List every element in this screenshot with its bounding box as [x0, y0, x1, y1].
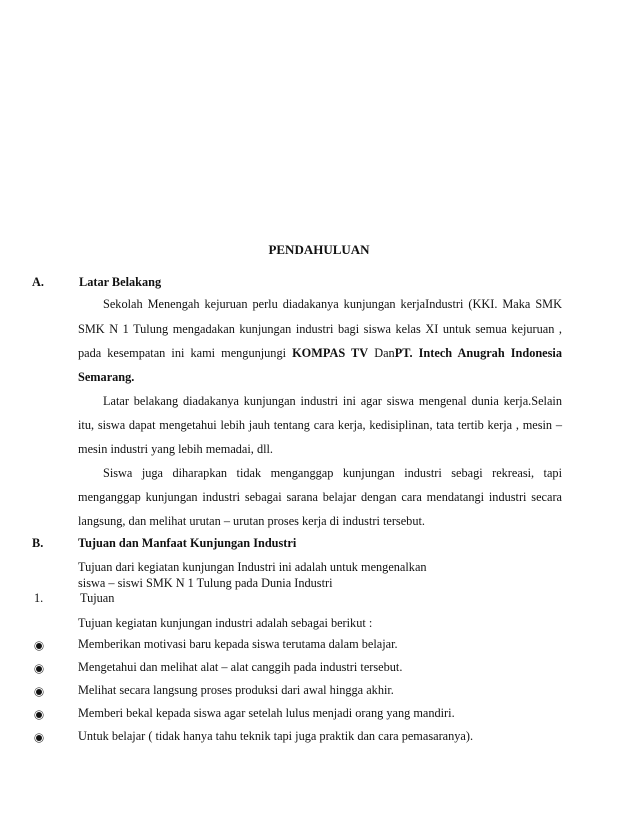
bold-company-kompas: KOMPAS TV — [292, 346, 369, 360]
paragraph-line-mixed — [78, 346, 562, 361]
list-item: Memberikan motivasi baru kepada siswa terutama dalam belajar. — [78, 637, 398, 651]
page-title — [0, 242, 638, 258]
paragraph-line: Latar belakang diadakanya kunjungan industri ini agar siswa mengenal dunia kerja.Selain — [103, 394, 562, 408]
bullet-dot-icon — [36, 735, 42, 741]
bullet-dot-icon — [36, 712, 42, 718]
list-item: Melihat secara langsung proses produksi dari awal hingga akhir. — [78, 683, 394, 697]
paragraph-line: mesin industri yang lebih memadai, dll. — [78, 442, 274, 456]
list-intro: Tujuan kegiatan kunjungan industri adalah sebagai berikut : — [78, 616, 373, 630]
list-item: Mengetahui dan melihat alat – alat canggih pada industri tersebut. — [78, 660, 403, 674]
paragraph-line: Sekolah Menengah kejuruan perlu diadakanya kunjungan kerjaIndustri (KKI. Maka SMK — [103, 297, 562, 311]
bullet-dot-icon — [36, 643, 42, 649]
bullet-dot-icon — [36, 689, 42, 695]
paragraph-line: menganggap kunjungan industri sebagai sarana belajar dengan cara mendatangi industri secara — [78, 490, 562, 504]
paragraph-line: SMK N 1 Tulung mengadakan kunjungan industri bagi siswa kelas XI untuk semua kejuruan , — [78, 322, 562, 336]
paragraph-line: Siswa juga diharapkan tidak menganggap kunjungan industri sebagi rekreasi, tapi — [103, 466, 562, 480]
subsection-number: 1. — [34, 591, 44, 605]
section-b-letter: B. — [32, 536, 44, 550]
section-a-heading: Latar Belakang — [79, 275, 162, 289]
paragraph-line: itu, siswa dapat mengetahui lebih jauh tentang cara kerja, kedisiplinan, tata tertib kerja , mesin – — [78, 418, 562, 432]
bold-city: Semarang. — [78, 370, 135, 384]
list-item: Memberi bekal kepada siswa agar setelah lulus menjadi orang yang mandiri. — [78, 706, 455, 720]
paragraph-text: pada kesempatan ini kami mengunjungi — [78, 346, 287, 360]
paragraph-text: Dan — [374, 346, 395, 360]
page-title-text: PENDAHULUAN — [268, 242, 370, 257]
section-a-letter: A. — [32, 275, 44, 289]
bullet-dot-icon — [36, 666, 42, 672]
intro-line: Tujuan dari kegiatan kunjungan Industri ini adalah untuk mengenalkan — [78, 560, 427, 574]
bold-company-intech: PT. Intech Anugrah Indonesia — [394, 346, 562, 360]
section-b-heading: Tujuan dan Manfaat Kunjungan Industri — [78, 536, 297, 550]
intro-line: siswa – siswi SMK N 1 Tulung pada Dunia Industri — [78, 576, 333, 590]
list-item: Untuk belajar ( tidak hanya tahu teknik tapi juga praktik dan cara pemasaranya). — [78, 729, 474, 743]
subsection-heading: Tujuan — [80, 591, 115, 605]
paragraph-line: langsung, dan melihat urutan – urutan proses kerja di industri tersebut. — [78, 514, 425, 528]
